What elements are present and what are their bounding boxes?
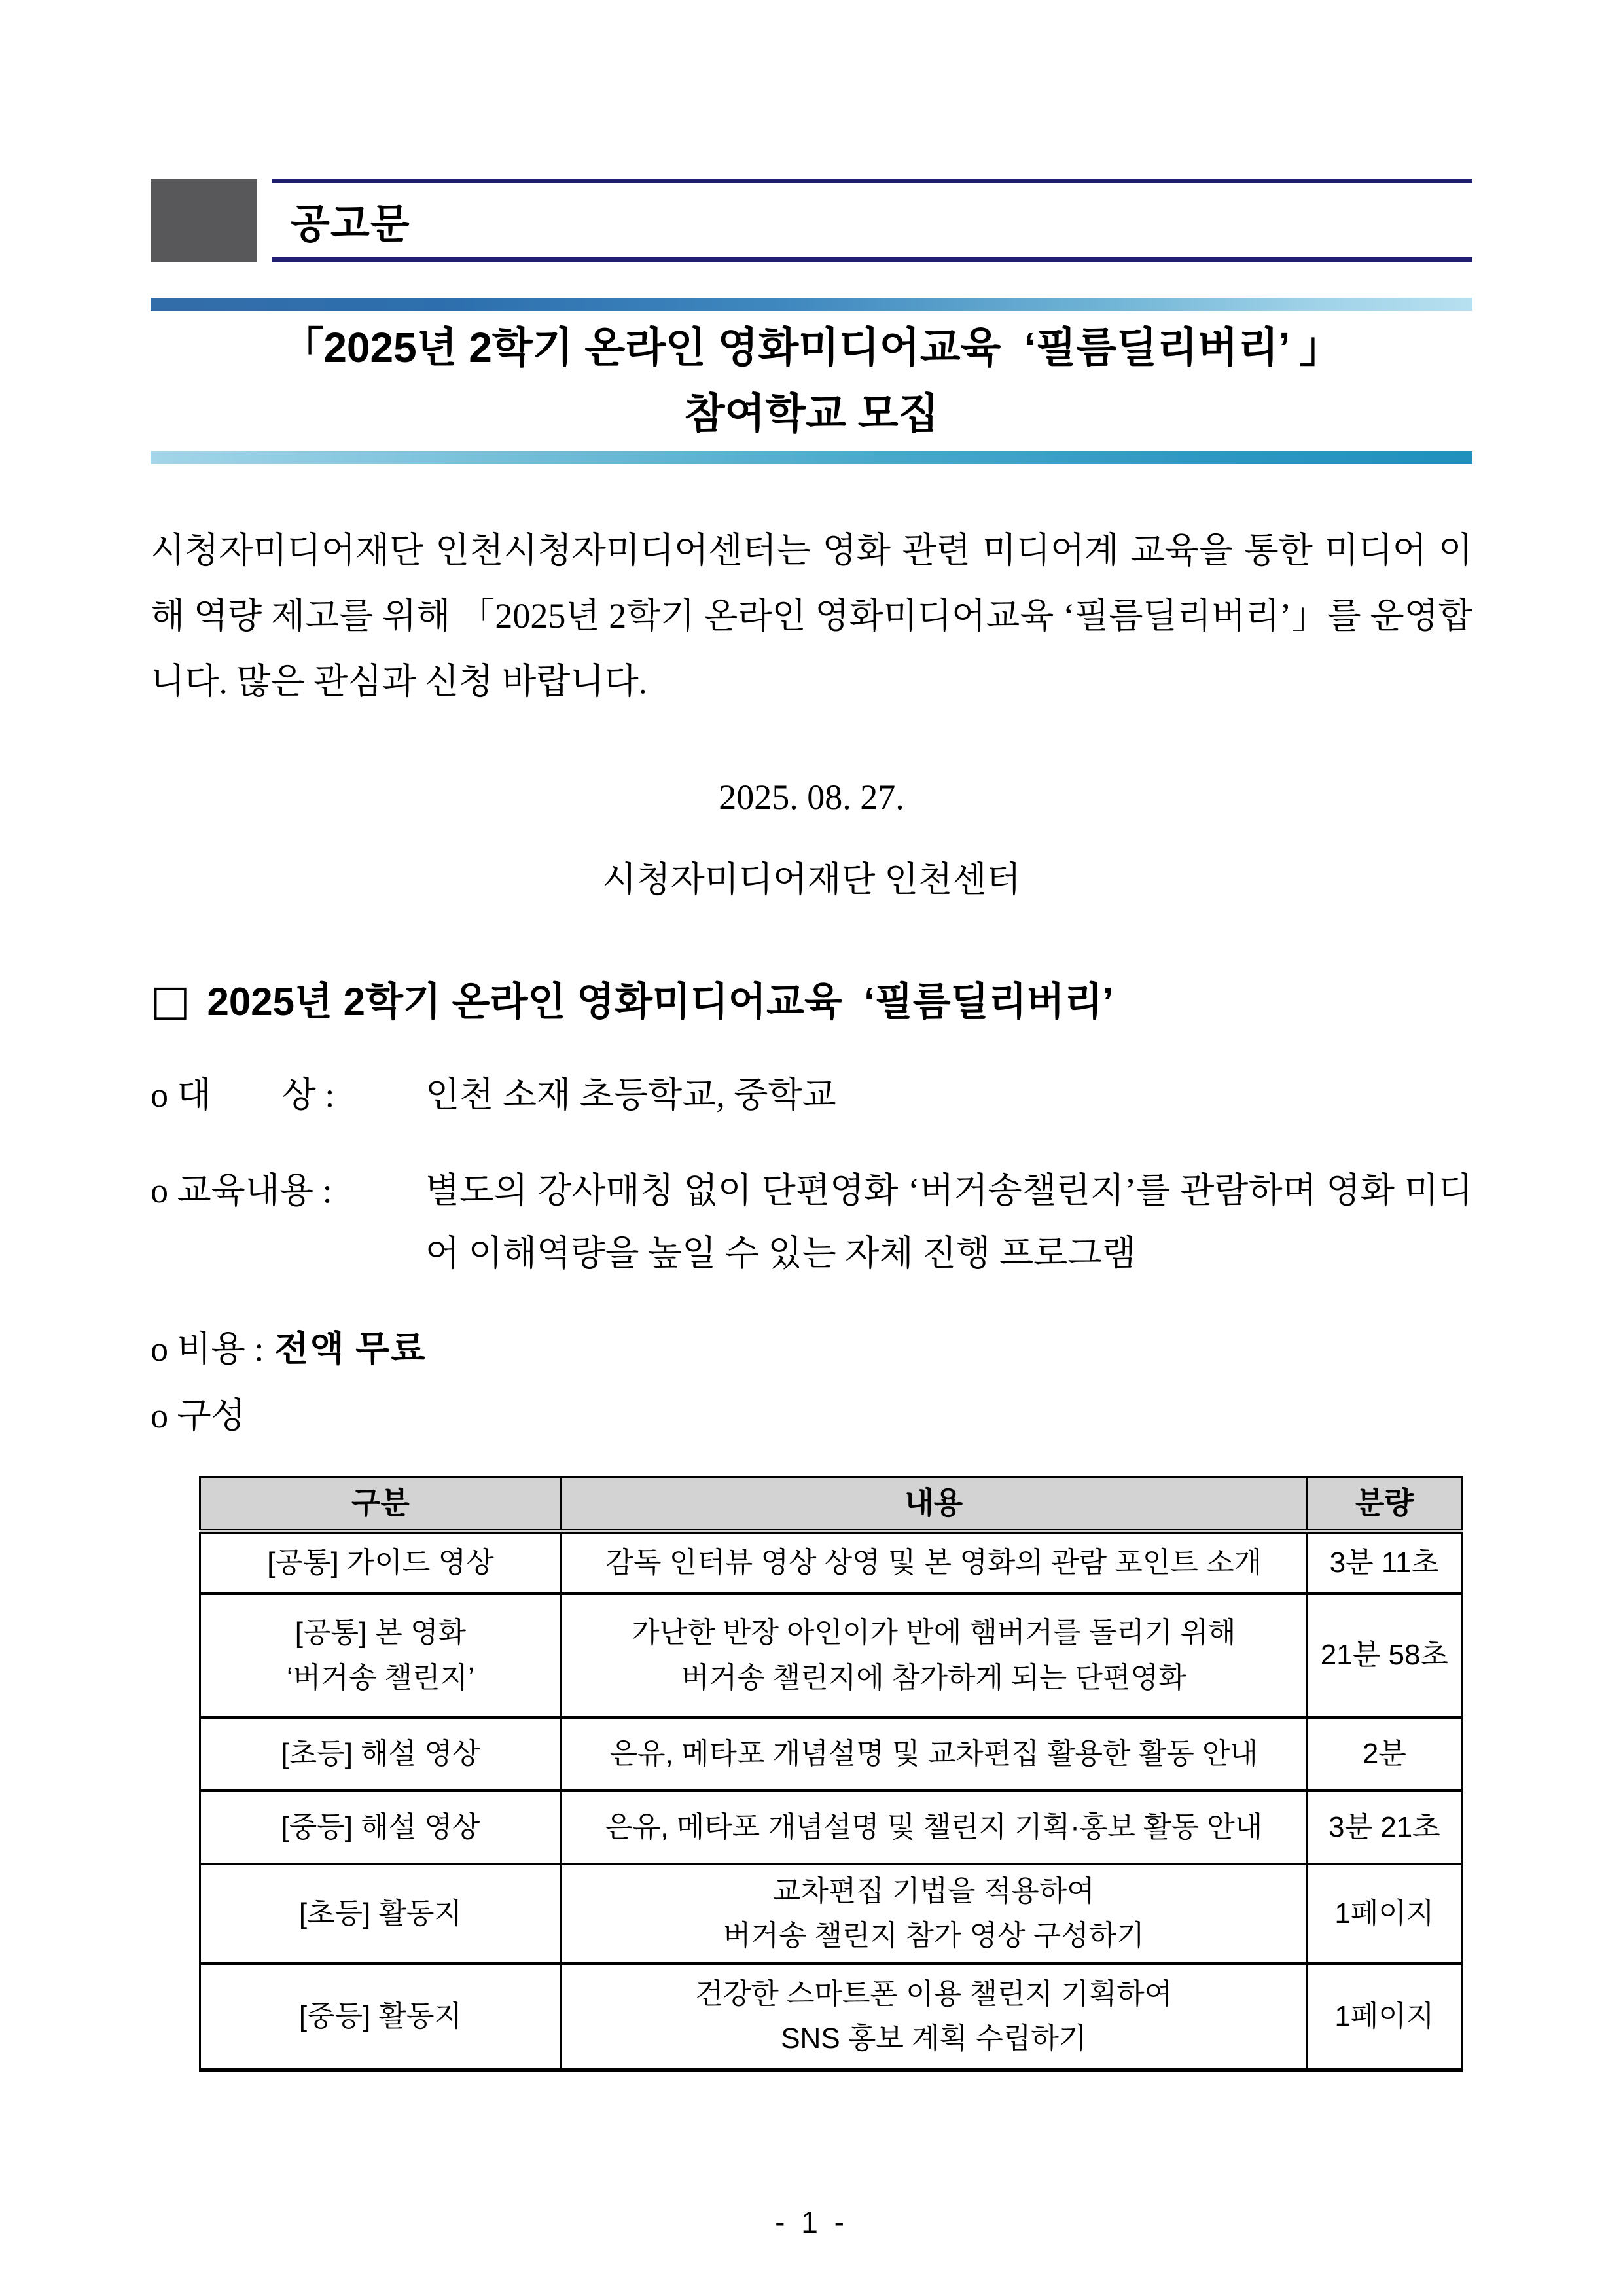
bullet-edu-content-text: 별도의 강사매칭 없이 단편영화 ‘버거송챌린지’를 관람하며 영화 미디어 이해역량을 높일 수 있는 자체 진행 프로그램 [425,1171,1472,1273]
cell-line: 건강한 스마트폰 이용 챌린지 기획하여 [695,1977,1173,2010]
category-cell [200,1864,561,1964]
table-row [200,1717,1463,1791]
bullet-target-content: 인천 소재 초등학교, 중학교 [425,1075,836,1115]
bullet-cost-value: 전액 무료 [274,1329,427,1369]
notice-header [151,179,1472,262]
header-cell-content: 내용 [561,1477,1307,1532]
table-header-row [200,1477,1463,1532]
cell-line: SNS 홍보 계획 수립하기 [781,2022,1087,2054]
gradient-bar-bottom [151,451,1472,464]
content-cell [561,1864,1307,1964]
content-cell [561,1594,1307,1717]
notice-rule-box [272,179,1472,262]
duration-cell: 3분 21초 [1307,1791,1463,1864]
bullet-edu-content [151,1159,1472,1285]
organization-line: 시청자미디어재단 인천센터 [602,860,1021,899]
category-cell [200,1594,561,1717]
cell-line: [공통] 본 영화 [294,1617,467,1649]
cell-line: [초등] 해설 영상 [281,1737,480,1770]
content-area [151,0,1472,2072]
bullet-edu-content-label: o 교육내용 : [151,1171,342,1210]
composition-table [199,1476,1463,2072]
content-cell [561,1964,1307,2070]
table-row [200,1791,1463,1864]
table-head [200,1477,1463,1532]
section-heading-text: 2025년 2학기 온라인 영화미디어교육 ‘필름딜리버리’ [207,980,1114,1024]
cell-line: ‘버거송 챌린지’ [287,1661,474,1694]
title-band [151,298,1472,464]
table-row [200,1864,1463,1964]
intro-paragraph: 시청자미디어재단 인천시청자미디어센터는 영화 관련 미디어계 교육을 통한 미디어 이해 역량 제고를 위해 「2025년 2학기 온라인 영화미디어교육 ‘필름딜리버리’」를 운영합니다. 많은 관심과 신청 바랍니다. [151,531,1472,701]
table-row [200,1532,1463,1594]
gray-accent-box [151,179,257,262]
cell-line: [중등] 해설 영상 [281,1810,480,1843]
notice-label: 공고문 [291,202,410,247]
duration-cell: 1페이지 [1307,1964,1463,2070]
cell-line: 감독 인터뷰 영상 상영 및 본 영화의 관람 포인트 소개 [605,1546,1262,1579]
duration-cell: 21분 58초 [1307,1594,1463,1717]
bullet-composition [151,1384,1472,1447]
bullet-list [151,1064,1472,1447]
section-square-marker: □ [151,977,190,1025]
cell-line: 은유, 메타포 개념설명 및 챌린지 기획·홍보 활동 안내 [605,1810,1263,1843]
table-row [200,1594,1463,1717]
bullet-cost [151,1318,1472,1380]
table-row [200,1964,1463,2070]
content-cell [561,1717,1307,1791]
cell-line: 버거송 챌린지 참가 영상 구성하기 [722,1920,1145,1952]
cell-line: 가난한 반장 아인이가 반에 햄버거를 돌리기 위해 [632,1617,1236,1649]
section-heading [151,973,1472,1031]
cell-line: 버거송 챌린지에 참가하게 되는 단편영화 [681,1661,1186,1694]
bullet-composition-label: o 구성 [151,1396,245,1435]
content-cell [561,1532,1307,1594]
category-cell [200,1791,561,1864]
main-title-line2: 참여학교 모집 [684,390,939,437]
duration-cell: 3분 11초 [1307,1532,1463,1594]
header-cell-duration: 분량 [1307,1477,1463,1532]
table-body [200,1532,1463,2070]
category-cell [200,1532,561,1594]
cell-line: [공통] 가이드 영상 [267,1546,494,1579]
cell-line: [초등] 활동지 [298,1897,463,1929]
bullet-target-label: o 대 상 : [151,1075,344,1115]
duration-cell: 1페이지 [1307,1864,1463,1964]
cell-line: [중등] 활동지 [298,2000,463,2032]
category-cell [200,1964,561,2070]
cell-line: 교차편집 기법을 적용하여 [772,1874,1095,1907]
cell-line: 은유, 메타포 개념설명 및 교차편집 활용한 활동 안내 [609,1737,1258,1770]
page-number: - 1 - [775,2205,848,2239]
category-cell [200,1717,561,1791]
duration-cell: 2분 [1307,1717,1463,1791]
gradient-bar-top [151,298,1472,311]
header-cell-category: 구분 [200,1477,561,1532]
content-cell [561,1791,1307,1864]
main-title [151,311,1472,451]
main-title-line1: 「2025년 2학기 온라인 영화미디어교육 ‘필름딜리버리’ 」 [281,324,1342,371]
bullet-target [151,1064,1472,1126]
date-line: 2025. 08. 27. [719,778,904,817]
bullet-cost-label: o 비용 : [151,1329,264,1369]
